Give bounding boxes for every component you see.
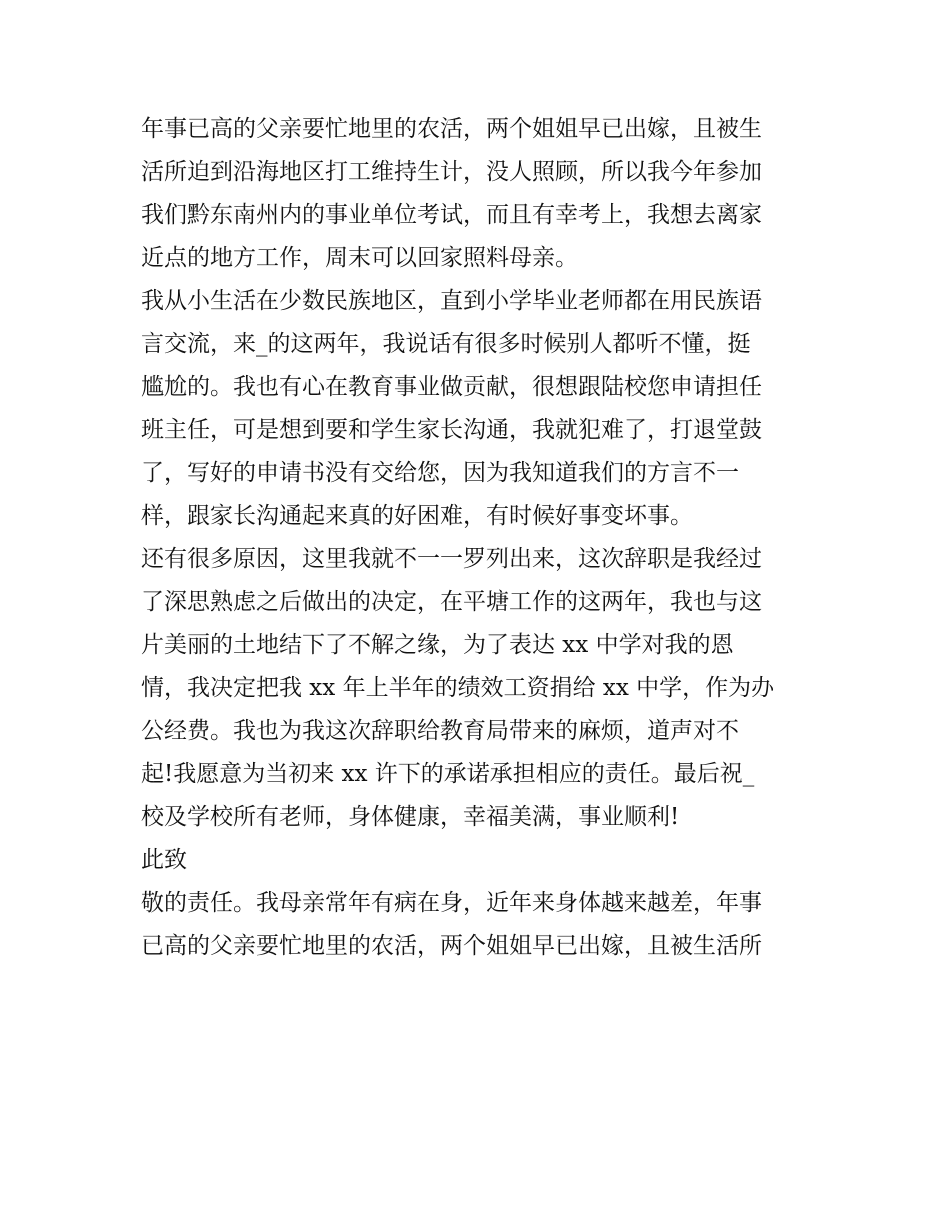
text-line: 片美丽的土地结下了不解之缘，为了表达 xx 中学对我的恩 <box>141 632 734 658</box>
text-line: 样，跟家长沟通起来真的好困难，有时候好事变坏事。 <box>141 503 693 529</box>
text-line: 言交流，来_的这两年，我说话有很多时候别人都听不懂，挺 <box>141 331 751 357</box>
text-line: 班主任，可是想到要和学生家长沟通，我就犯难了，打退堂鼓 <box>141 417 762 443</box>
text-line: 近点的地方工作，周末可以回家照料母亲。 <box>141 245 578 271</box>
text-line: 年事已高的父亲要忙地里的农活，两个姐姐早已出嫁，且被生 <box>141 116 762 142</box>
text-line: 公经费。我也为我这次辞职给教育局带来的麻烦，道声对不 <box>141 718 739 744</box>
closing-salutation: 此致 <box>141 847 187 873</box>
text-line: 已高的父亲要忙地里的农活，两个姐姐早已出嫁，且被生活所 <box>141 933 762 959</box>
text-line: 我们黔东南州内的事业单位考试，而且有幸考上，我想去离家 <box>141 202 762 228</box>
body-text <box>141 108 821 968</box>
text-line: 了，写好的申请书没有交给您，因为我知道我们的方言不一 <box>141 460 739 486</box>
text-line: 了深思熟虑之后做出的决定，在平塘工作的这两年，我也与这 <box>141 589 762 615</box>
text-line: 敬的责任。我母亲常年有病在身，近年来身体越来越差，年事 <box>141 890 762 916</box>
text-line: 校及学校所有老师，身体健康，幸福美满，事业顺利! <box>141 804 680 830</box>
text-line: 我从小生活在少数民族地区，直到小学毕业老师都在用民族语 <box>141 288 762 314</box>
text-line: 情，我决定把我 xx 年上半年的绩效工资捐给 xx 中学，作为办 <box>141 675 775 701</box>
text-line: 活所迫到沿海地区打工维持生计，没人照顾，所以我今年参加 <box>141 159 762 185</box>
text-line: 起!我愿意为当初来 xx 许下的承诺承担相应的责任。最后祝_ <box>141 761 755 787</box>
text-line: 尴尬的。我也有心在教育事业做贡献，很想跟陆校您申请担任 <box>141 374 762 400</box>
text-line: 还有很多原因，这里我就不一一罗列出来，这次辞职是我经过 <box>141 546 762 572</box>
